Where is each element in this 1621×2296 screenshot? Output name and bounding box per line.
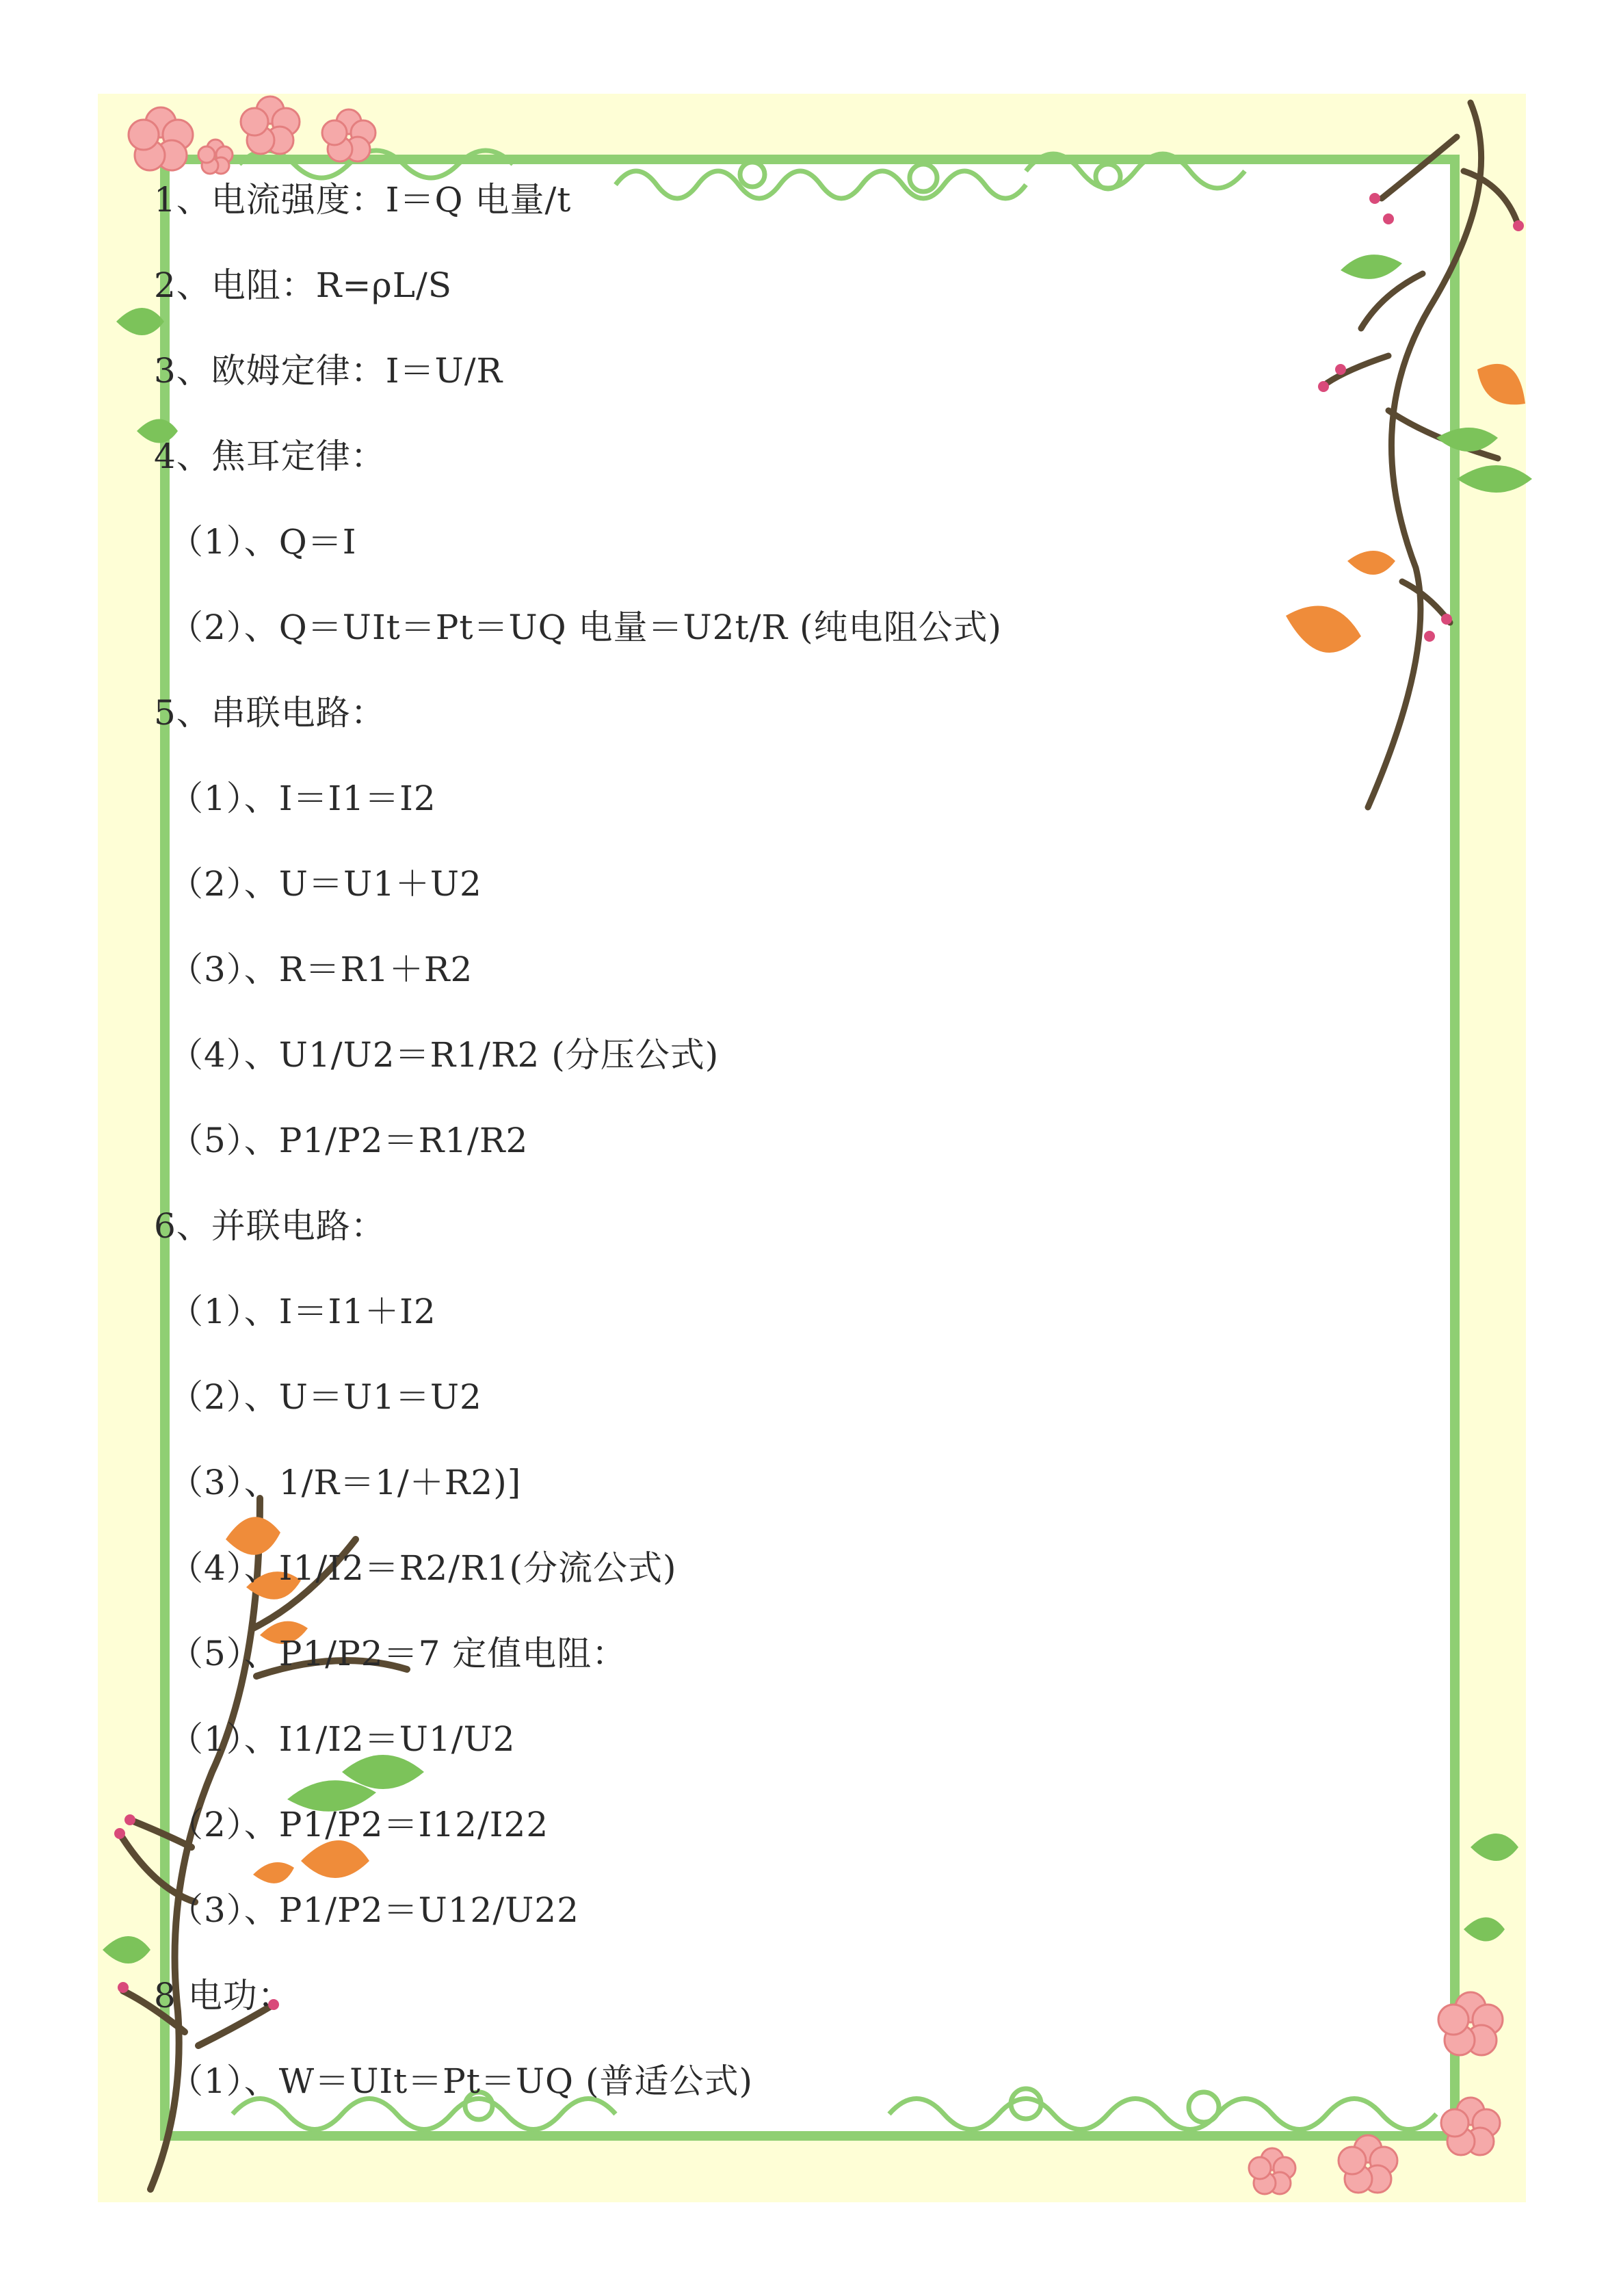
- blossoms-bottom-right: [1249, 1992, 1503, 2194]
- text-line: 1、电流强度：I＝Q 电量/t: [154, 180, 572, 220]
- text-line: （1）、I＝I1＋I2: [169, 1292, 436, 1331]
- leaves-bottom-right: [1464, 1834, 1518, 1942]
- text-line: 6、并联电路：: [154, 1206, 386, 1246]
- text-line: （4）、I1/I2＝R2/R1(分流公式): [169, 1548, 677, 1588]
- text-line: （3）、1/R＝1/＋R2)]: [169, 1463, 522, 1502]
- orange-leaves-top-right: [1286, 364, 1525, 653]
- text-line: （1）、I1/I2＝U1/U2: [169, 1719, 516, 1759]
- text-line: （5）、P1/P2＝7 定值电阻：: [169, 1634, 627, 1673]
- text-line: （2）、U＝U1＋U2: [169, 864, 482, 904]
- text-line: （3）、R＝R1＋R2: [169, 950, 473, 989]
- blossoms-top-left: [129, 96, 375, 174]
- text-line: （1）、W＝UIt＝Pt＝UQ (普适公式): [169, 2061, 753, 2101]
- text-line: （2）、U＝U1＝U2: [169, 1377, 482, 1417]
- branch-top-right: [1327, 103, 1518, 807]
- text-line: （4）、U1/U2＝R1/R2 (分压公式): [169, 1035, 720, 1075]
- berries-top-right: [1318, 193, 1524, 642]
- text-line: （1）、I＝I1＝I2: [169, 779, 436, 818]
- text-line: （2）、P1/P2＝I12/I22: [169, 1805, 549, 1844]
- text-line: 2、电阻：R=ρL/S: [154, 265, 453, 305]
- text-line: 3、欧姆定律：I＝U/R: [154, 351, 503, 391]
- text-line: 8 电功：: [154, 1976, 293, 2015]
- text-line: （5）、P1/P2＝R1/R2: [169, 1121, 529, 1160]
- text-line: （2）、Q＝UIt＝Pt＝UQ 电量＝U2t/R (纯电阻公式): [169, 608, 1002, 647]
- text-line: 4、焦耳定律：: [154, 436, 386, 476]
- text-line: （1）、Q＝I: [169, 522, 357, 562]
- leaves-bottom-left: [103, 1755, 424, 1964]
- text-line: 5、串联电路：: [154, 693, 386, 733]
- text-line: （3）、P1/P2＝U12/U22: [169, 1890, 579, 1930]
